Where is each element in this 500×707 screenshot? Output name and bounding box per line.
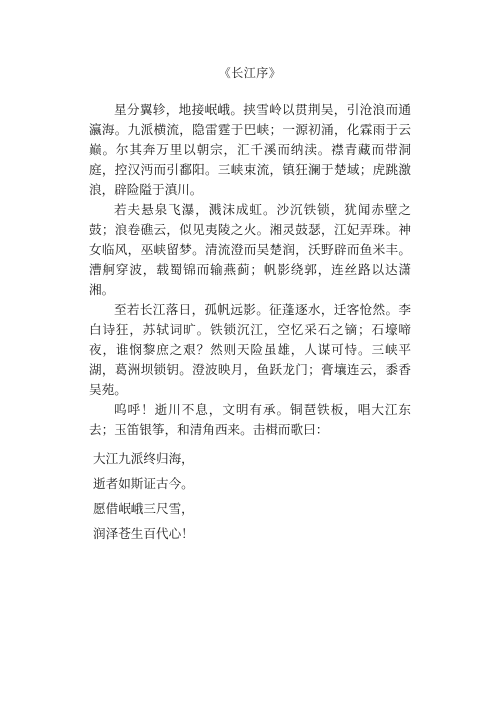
poem-line-2: 逝者如斯证古今。 [93,476,194,491]
poem-line-3: 愿借岷峨三尺雪， [93,501,194,516]
poem-line-4: 润泽苍生百代心！ [93,526,194,541]
poem-line-1: 大江九派终归海， [93,451,194,466]
paragraph-2: 若夫悬泉飞瀑，溅沫成虹。沙沉铁锁，犹闻赤壁之鼓；浪卷礁云，似见夷陵之火。湘灵鼓瑟，江妃弄珠。神女临风，巫峡留梦。清流澄而吴楚润，沃野辟而鱼米丰。漕舸穿波，载蜀锦而输燕蓟；帆影绕郭，连丝路以达潇湘。 [89,202,411,297]
document-title: 《长江序》 [218,66,282,80]
paragraph-3: 至若长江落日，孤帆远影。征蓬逐水，迁客怆然。李白诗狂，苏轼词旷。铁锁沉江，空忆采石之镝；石壕啼夜，谁悯黎庶之艰？然则天险虽雄，人谋可恃。三峡平湖，葛洲坝锁钥。澄波映月，鱼跃龙门；膏壤连云，黍香吴苑。 [89,302,411,397]
document-body [89,100,411,546]
paragraph-1: 星分翼轸，地接岷峨。挟雪岭以贯荆吴，引沧浪而通瀛海。九派横流，隐雷霆于巴峡；一源初涌，化霖雨于云巅。尔其奔万里以朝宗，汇千溪而纳渎。襟青藏而带洞庭，控汉沔而引鄱阳。三峡束流，镇狂澜于楚域；虎跳激浪，辟险隘于滇川。 [89,102,411,197]
paragraph-4: 呜呼！逝川不息，文明有承。铜琶铁板，唱大江东去；玉笛银筝，和清角西来。击楫而歌曰： [89,402,411,437]
poem [89,446,411,546]
